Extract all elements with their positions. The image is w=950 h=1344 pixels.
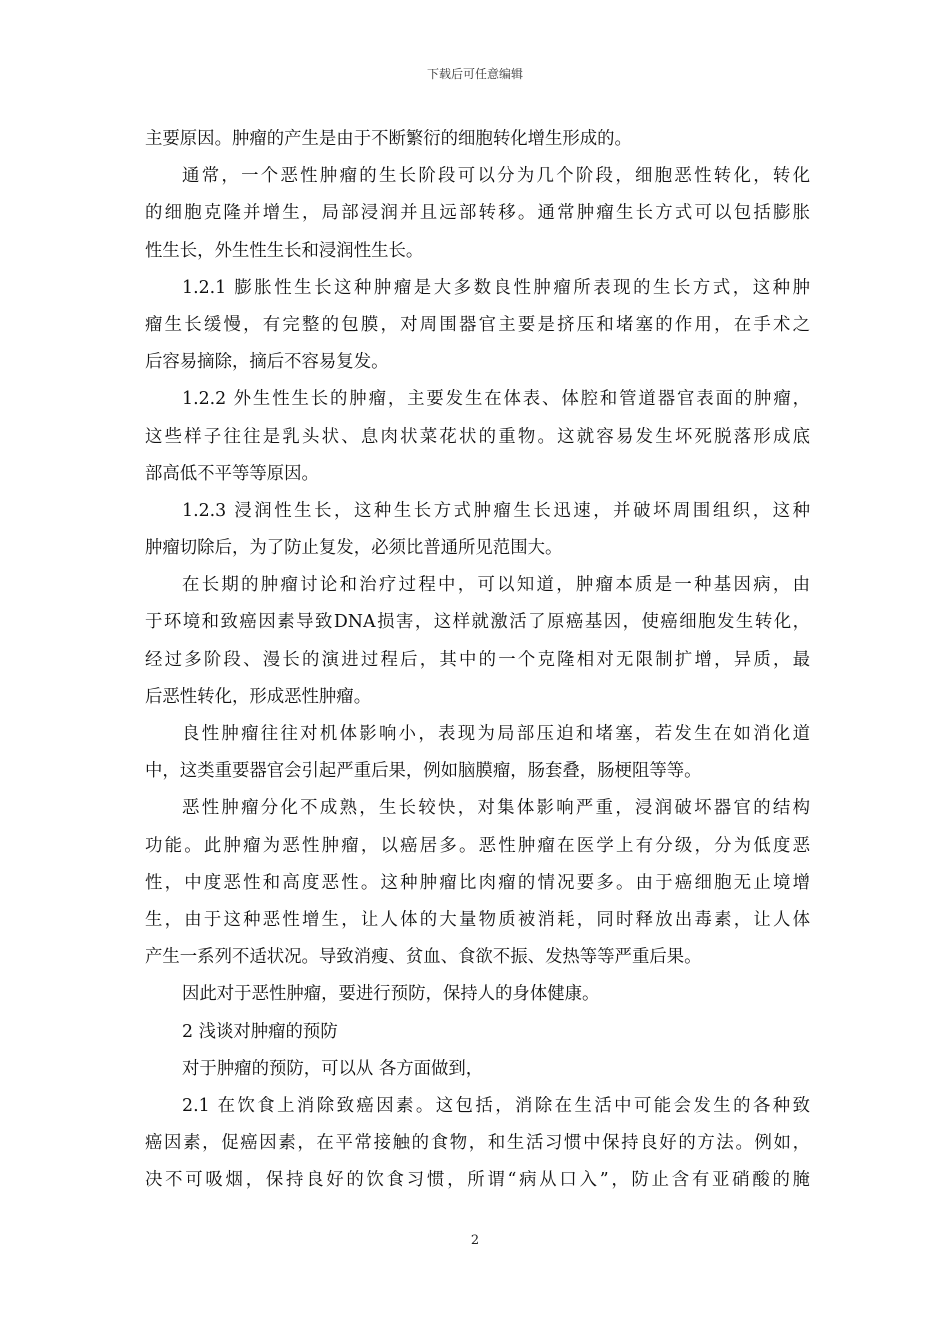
text-line: 于环境和致癌因素导致DNA损害，这样就激活了原癌基因，使癌细胞发生转化， bbox=[145, 612, 810, 633]
text-line: 的细胞克隆并增生，局部浸润并且远部转移。通常肿瘤生长方式可以包括膨胀 bbox=[145, 203, 810, 224]
text-line: 功能。此肿瘤为恶性肿瘤，以癌居多。恶性肿瘤在医学上有分级，分为低度恶 bbox=[145, 835, 810, 856]
text-line: 1.2.1 膨胀性生长这种肿瘤是大多数良性肿瘤所表现的生长方式，这种肿 bbox=[182, 277, 810, 298]
page-number: 2 bbox=[470, 1233, 480, 1248]
text-line: 瘤生长缓慢，有完整的包膜，对周围器官主要是挤压和堵塞的作用，在手术之 bbox=[145, 314, 810, 335]
text-line: 2 浅谈对肿瘤的预防 bbox=[182, 1021, 338, 1042]
text-line: 在长期的肿瘤讨论和治疗过程中，可以知道，肿瘤本质是一种基因病，由 bbox=[182, 575, 810, 596]
text-line: 性，中度恶性和高度恶性。这种肿瘤比肉瘤的情况要多。由于癌细胞无止境增 bbox=[145, 872, 810, 893]
text-line: 因此对于恶性肿瘤，要进行预防，保持人的身体健康。 bbox=[182, 984, 600, 1005]
text-line: 中，这类重要器官会引起严重后果，例如脑膜瘤，肠套叠，肠梗阻等等。 bbox=[145, 761, 702, 782]
text-line: 肿瘤切除后，为了防止复发，必须比普通所见范围大。 bbox=[145, 538, 563, 559]
text-line: 主要原因。肿瘤的产生是由于不断繁衍的细胞转化增生形成的。 bbox=[145, 129, 632, 149]
text-line: 1.2.3 浸润性生长，这种生长方式肿瘤生长迅速，并破坏周围组织，这种 bbox=[182, 500, 810, 521]
text-line: 对于肿瘤的预防，可以从 各方面做到， bbox=[182, 1058, 484, 1079]
text-line: 经过多阶段、漫长的演进过程后，其中的一个克隆相对无限制扩增，异质，最 bbox=[145, 649, 810, 670]
text-line: 恶性肿瘤分化不成熟，生长较快，对集体影响严重，浸润破坏器官的结构 bbox=[182, 798, 810, 819]
text-line: 决不可吸烟，保持良好的饮食习惯，所谓“病从口入”，防止含有亚硝酸的腌 bbox=[145, 1170, 810, 1191]
text-line: 良性肿瘤往往对机体影响小，表现为局部压迫和堵塞，若发生在如消化道 bbox=[182, 724, 810, 744]
text-line: 产生一系列不适状况。导致消瘦、贫血、食欲不振、发热等等严重后果。 bbox=[145, 947, 702, 968]
text-line: 这些样子往往是乳头状、息肉状菜花状的重物。这就容易发生坏死脱落形成底 bbox=[145, 426, 810, 447]
text-line: 2.1 在饮食上消除致癌因素。这包括，消除在生活中可能会发生的各种致 bbox=[182, 1095, 810, 1116]
text-line: 1.2.2 外生性生长的肿瘤，主要发生在体表、体腔和管道器官表面的肿瘤， bbox=[182, 389, 810, 410]
text-line: 部高低不平等等原因。 bbox=[145, 463, 319, 484]
text-line: 后容易摘除，摘后不容易复发。 bbox=[145, 352, 389, 373]
text-line: 后恶性转化，形成恶性肿瘤。 bbox=[145, 686, 372, 707]
text-line: 癌因素，促癌因素，在平常接触的食物，和生活习惯中保持良好的方法。例如， bbox=[145, 1133, 810, 1154]
text-line: 性生长，外生性生长和浸润性生长。 bbox=[145, 240, 424, 261]
text-line: 通常，一个恶性肿瘤的生长阶段可以分为几个阶段，细胞恶性转化，转化 bbox=[182, 166, 810, 187]
text-line: 生，由于这种恶性增生，让人体的大量物质被消耗，同时释放出毒素，让人体 bbox=[145, 909, 810, 930]
body-text bbox=[145, 121, 810, 1199]
page-header: 下载后可任意编辑 bbox=[426, 67, 523, 81]
